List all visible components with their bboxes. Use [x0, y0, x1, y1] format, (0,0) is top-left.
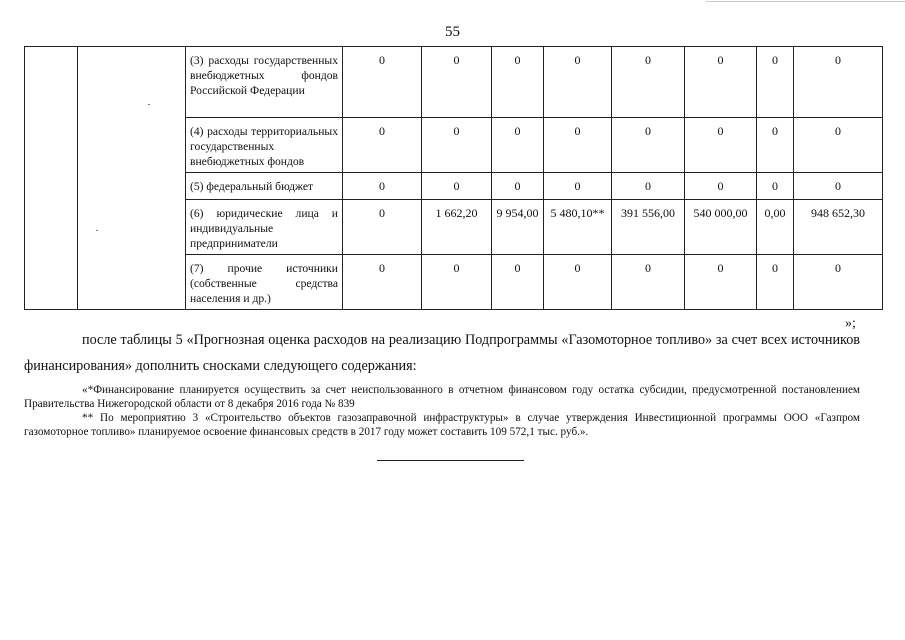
- scan-edge-line: [706, 1, 905, 2]
- value-cell: 0: [612, 173, 685, 200]
- value-cell: 0: [757, 173, 794, 200]
- value-cell: 0: [794, 173, 883, 200]
- closing-separator-line: [377, 460, 524, 461]
- value-cell: 0: [544, 118, 612, 173]
- merged-empty-cell: [78, 47, 186, 310]
- value-cell: 0: [757, 118, 794, 173]
- value-cell: 0: [612, 255, 685, 310]
- value-cell: 0: [794, 47, 883, 118]
- value-cell: 0: [422, 118, 492, 173]
- value-cell: 0: [612, 47, 685, 118]
- value-cell: 0: [343, 173, 422, 200]
- value-cell: 0: [757, 47, 794, 118]
- value-cell: 0: [492, 47, 544, 118]
- value-cell: 0: [492, 118, 544, 173]
- row-label-cell: (3) расходы государственных внебюджетных фондов Российской Федерации: [186, 47, 343, 118]
- value-cell: 391 556,00: [612, 200, 685, 255]
- value-cell: 0: [544, 47, 612, 118]
- row-label-cell: (6) юридические лица и индивидуальные предприниматели: [186, 200, 343, 255]
- scan-speck: [96, 230, 98, 231]
- value-cell: 0: [794, 255, 883, 310]
- value-cell: 0: [492, 255, 544, 310]
- value-cell: 1 662,20: [422, 200, 492, 255]
- footnotes: [24, 383, 860, 439]
- table-row: [25, 47, 883, 118]
- closing-quote: »;: [845, 316, 856, 331]
- value-cell: 0: [422, 47, 492, 118]
- footnote-double-asterisk: ** По мероприятию 3 «Строительство объектов газозаправочной инфраструктуры» в случае утверждения Инвестиционной программы ООО «Газпром газомоторное топливо» планируемое освоение финансовых средств в 2017 году может составить 109 572,1 тыс. руб.».: [24, 412, 860, 438]
- scan-speck: [148, 104, 150, 105]
- amendment-paragraph: после таблицы 5 «Прогнозная оценка расходов на реализацию Подпрограммы «Газомоторное топливо» за счет всех источников финансирования» дополнить сносками следующего содержания:: [24, 332, 860, 374]
- value-cell: 0: [544, 255, 612, 310]
- value-cell: 0: [422, 173, 492, 200]
- funding-sources-table: [24, 46, 883, 310]
- value-cell: 0: [343, 255, 422, 310]
- value-cell: 0: [343, 118, 422, 173]
- value-cell: 9 954,00: [492, 200, 544, 255]
- value-cell: 0: [343, 47, 422, 118]
- value-cell: 540 000,00: [685, 200, 757, 255]
- row-label-cell: (7) прочие источники (собственные средства населения и др.): [186, 255, 343, 310]
- footnote-single-asterisk: «*Финансирование планируется осуществить за счет неиспользованного в отчетном финансовом году остатка субсидии, предусмотренной постановлением Правительства Нижегородской области от 8 декабря 2016 года № 839: [24, 384, 860, 410]
- row-label-cell: (4) расходы территориальных государственных внебюджетных фондов: [186, 118, 343, 173]
- value-cell: 0: [757, 255, 794, 310]
- value-cell: 0: [422, 255, 492, 310]
- value-cell: 5 480,10**: [544, 200, 612, 255]
- value-cell: 0: [685, 47, 757, 118]
- value-cell: 0,00: [757, 200, 794, 255]
- merged-empty-cell: [25, 47, 78, 310]
- page-number: 55: [445, 24, 460, 40]
- value-cell: 0: [685, 118, 757, 173]
- value-cell: 0: [685, 173, 757, 200]
- value-cell: 0: [794, 118, 883, 173]
- value-cell: 0: [492, 173, 544, 200]
- value-cell: 0: [544, 173, 612, 200]
- row-label-cell: (5) федеральный бюджет: [186, 173, 343, 200]
- value-cell: 0: [343, 200, 422, 255]
- value-cell: 0: [612, 118, 685, 173]
- value-cell: 0: [685, 255, 757, 310]
- value-cell: 948 652,30: [794, 200, 883, 255]
